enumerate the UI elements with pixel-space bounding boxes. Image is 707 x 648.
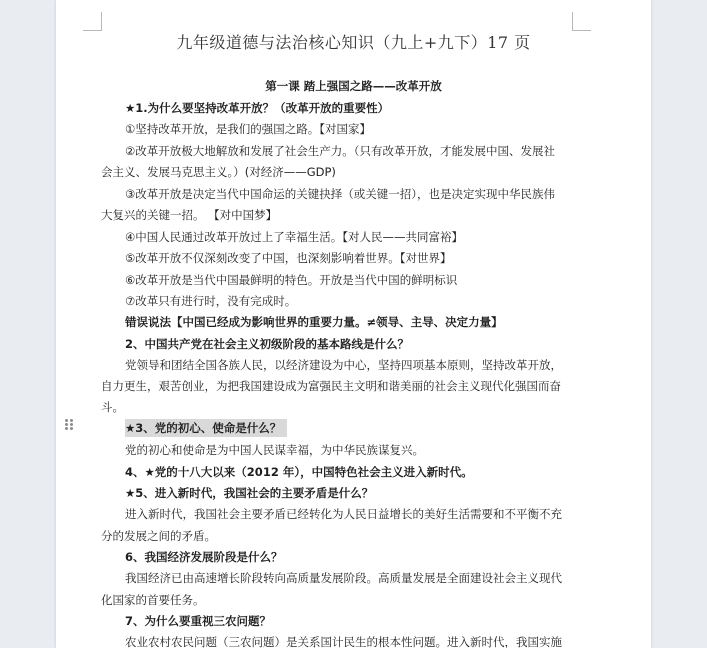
text-line[interactable]: ⑥改革开放是当代中国最鲜明的特色。开放是当代中国的鲜明标识 <box>125 273 458 287</box>
block-drag-handle-icon[interactable] <box>64 419 76 435</box>
selected-text-highlight[interactable]: ★3、党的初心、使命是什么？ <box>125 419 287 437</box>
question-5[interactable]: ★5、进入新时代，我国社会的主要矛盾是什么？ <box>125 486 374 500</box>
question-6[interactable]: 6、我国经济发展阶段是什么？ <box>125 550 283 564</box>
text-line[interactable]: ①坚持改革开放，是我们的强国之路。【对国家】 <box>125 122 372 136</box>
text-line[interactable]: ④中国人民通过改革开放过上了幸福生活。【对人民——共同富裕】 <box>125 230 464 244</box>
text-line[interactable]: 党领导和团结全国各族人民，以经济建设为中心，坚持四项基本原则，坚持改革开放， <box>125 358 562 372</box>
document-title[interactable]: 九年级道德与法治核心知识（九上+九下）17 页 <box>176 33 531 52</box>
text-line[interactable]: 自力更生，艰苦创业，为把我国建设成为富强民主文明和谐美丽的社会主义现代化强国而奋 <box>101 379 561 393</box>
question-1[interactable]: ★1.为什么要坚持改革开放？（改革开放的重要性） <box>125 101 390 115</box>
text-line[interactable]: 会主义、发展马克思主义。）(对经济——GDP) <box>101 165 336 179</box>
document-page <box>56 0 651 648</box>
text-line[interactable]: 大复兴的关键一招。 【对中国梦】 <box>101 208 278 222</box>
page-corner-mark-top-left <box>83 12 102 31</box>
lesson-heading[interactable]: 第一课 踏上强国之路——改革开放 <box>265 79 442 93</box>
text-line[interactable]: 分的发展之间的矛盾。 <box>101 529 216 543</box>
question-3[interactable] <box>125 420 287 436</box>
point-4[interactable]: 4、★党的十八大以来（2012 年），中国特色社会主义进入新时代。 <box>125 465 473 479</box>
text-line[interactable]: ⑤改革开放不仅深刻改变了中国，也深刻影响着世界。【对世界】 <box>125 251 452 265</box>
text-line[interactable]: 我国经济已由高速增长阶段转向高质量发展阶段。高质量发展是全面建设社会主义现代 <box>125 571 562 585</box>
question-7[interactable]: 7、为什么要重视三农问题？ <box>125 614 272 628</box>
text-line[interactable]: 斗。 <box>101 400 124 414</box>
text-line[interactable]: ②改革开放极大地解放和发展了社会生产力。（只有改革开放，才能发展中国、发展社 <box>125 144 556 158</box>
page-corner-mark-top-right <box>572 12 591 31</box>
text-line[interactable]: 化国家的首要任务。 <box>101 593 205 607</box>
text-line[interactable]: 党的初心和使命是为中国人民谋幸福，为中华民族谋复兴。 <box>125 443 424 457</box>
wrong-statement-line[interactable]: 错误说法【中国已经成为影响世界的重要力量。≠领导、主导、决定力量】 <box>125 315 503 329</box>
text-line[interactable]: 农业农村农民问题（三农问题）是关系国计民生的根本性问题。进入新时代，我国实施 <box>125 635 562 648</box>
text-line[interactable]: 进入新时代，我国社会主要矛盾已经转化为人民日益增长的美好生活需要和不平衡不充 <box>125 507 562 521</box>
text-line[interactable]: ⑦改革只有进行时，没有完成时。 <box>125 294 297 308</box>
text-line[interactable]: ③改革开放是决定当代中国命运的关键抉择（或关键一招），也是决定实现中华民族伟 <box>125 187 556 201</box>
question-2[interactable]: 2、中国共产党在社会主义初级阶段的基本路线是什么？ <box>125 337 409 351</box>
